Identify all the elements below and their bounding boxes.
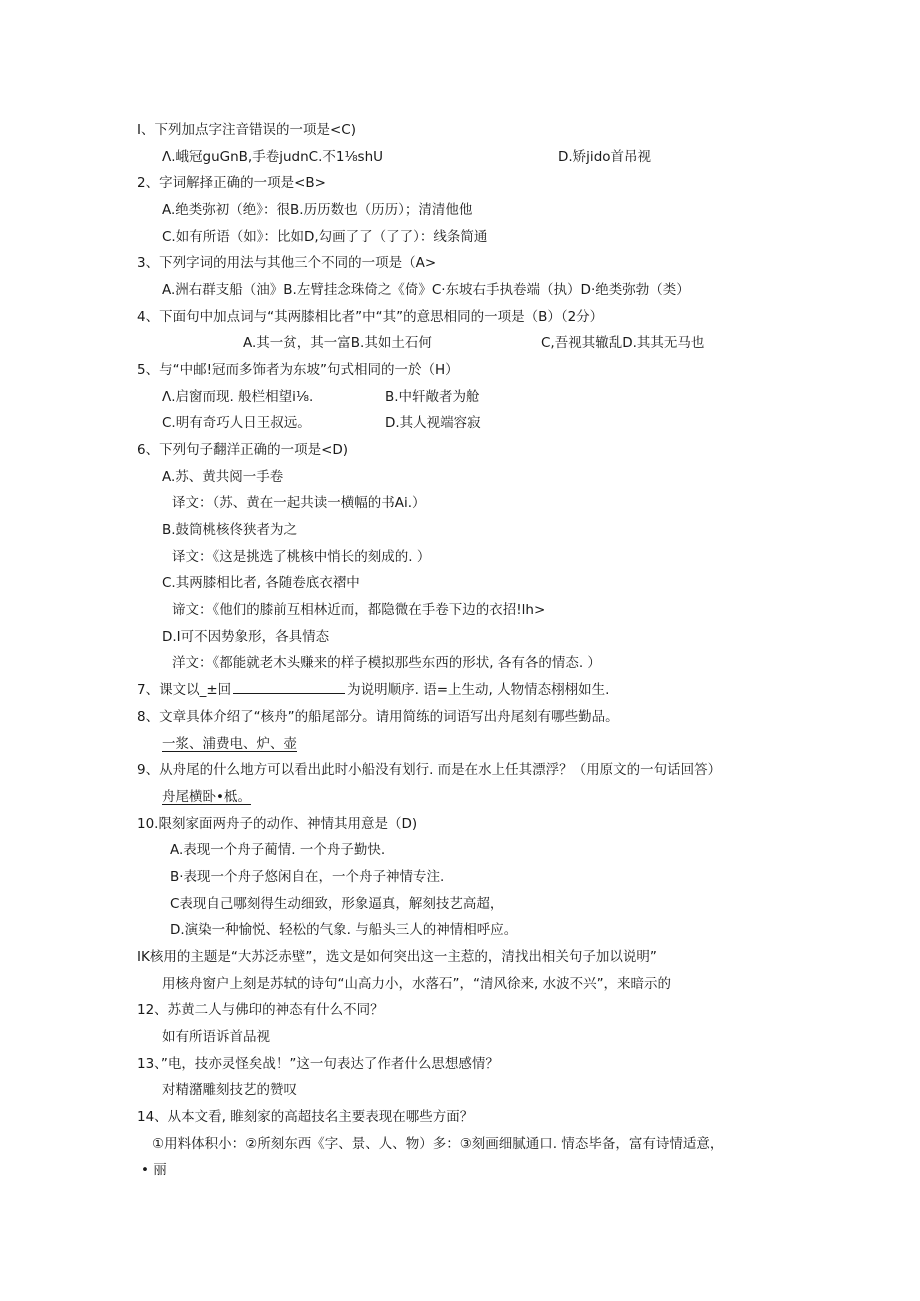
answer-blank[interactable]: [233, 681, 345, 694]
question-2-options-cd: C.如有所语（如》：比如D,勾画了了（了了）：线条简通: [162, 229, 488, 245]
question-4-options-cd: C,吾视其辙乱D.其其无马也: [541, 335, 705, 351]
question-10-option-c: C表现自己哪刻得生动细致，形象逼真，解刻技艺高超，: [170, 896, 504, 912]
question-5-option-c: C.明有奇巧人日王叔远。: [162, 415, 311, 431]
question-3: 3、下列字词的用法与其他三个不同的一项是（A>: [137, 255, 437, 271]
question-7-suffix: 为说明顺序. 语=上生动, 人物情态栩栩如生.: [347, 682, 610, 698]
question-10-option-d: D.演染一种愉悦、轻松的气象. 与船头三人的神情相呼应。: [170, 922, 518, 938]
question-11-answer: 用核舟窗户上刻是苏轼的诗句“山高力小，水落石”，“清风徐来, 水波不兴”，来暗示的: [162, 976, 672, 992]
question-1: I、下列加点字注音错误的一项是<C): [137, 122, 356, 138]
question-2-options-ab: A.绝类弥初（绝》：很B.历历数也（历历）；清清他他: [162, 202, 473, 218]
question-12-answer: 如有所语诉首品视: [162, 1029, 270, 1045]
question-6-option-d: D.I可不因势象形，各具情态: [162, 629, 330, 645]
question-6-option-b: B.鼓筒桃核佟狭者为之: [162, 522, 298, 538]
question-14-answer-continued: • 丽: [141, 1162, 167, 1178]
question-10: 10.限刻家面两舟子的动作、神情其用意是（D): [137, 816, 418, 832]
question-5-option-b: B.中轩敞者为舱: [385, 389, 480, 405]
question-14: 14、从本文看, 睢刻家的高超技名主要表现在哪些方面？: [137, 1109, 474, 1125]
question-13-answer: 对精潴雕刻技艺的赞叹: [162, 1082, 297, 1098]
question-2: 2、字词解择正确的一项是<B>: [137, 175, 326, 191]
question-4: 4、下面句中加点词与“其两膝相比者”中“其”的意思相同的一项是（B）（2分）: [137, 309, 604, 325]
question-5-option-a: Λ.启窗而现. 般栏相望i⅛.: [162, 389, 314, 405]
question-1-options-abc: Λ.峨冠guGnB,手卷judnC.不1⅛shU: [162, 149, 384, 165]
question-8: 8、文章具体介绍了“核舟”的船尾部分。请用简练的词语写出舟尾刻有哪些勤品。: [137, 709, 619, 725]
question-6-option-c-translation: 谛文：《他们的膝前互相林近而，都隐微在手卷下边的衣招!lh>: [172, 602, 546, 618]
question-9-answer: 舟尾横卧•柢。: [162, 789, 251, 805]
question-13: 13、”电，技亦灵怪矣战！”这一句表达了作者什么思想感情？: [137, 1056, 499, 1072]
question-8-answer: 一浆、浦费电、炉、壶: [162, 736, 297, 752]
question-5-option-d: D.其人视端容寂: [385, 415, 481, 431]
question-10-option-a: A.表现一个舟子蔺情. 一个舟子勤快.: [170, 842, 386, 858]
question-10-option-b: B·表现一个舟子悠闲自在，一个舟子神情专注.: [170, 869, 445, 885]
question-11: IK核用的主题是“大苏泛赤壁”，选文是如何突出这一主惹的，清找出相关句子加以说明”: [137, 949, 657, 965]
question-9: 9、从舟尾的什么地方可以看出此时小船没有划行. 而是在水上任其漂浮？（用原文的一句话回答）: [137, 762, 722, 778]
question-6-option-c: C.其两膝相比者, 各随卷底衣褶中: [162, 575, 360, 591]
question-12: 12、苏黄二人与佛印的神态有什么不同？: [137, 1002, 384, 1018]
question-6-option-d-translation: 洋文：《都能就老木头赚来的样子模拟那些东西的形状, 各有各的情态. ）: [172, 655, 601, 671]
question-6: 6、下列句子翻洋正确的一项是<D): [137, 442, 349, 458]
question-6-option-b-translation: 译文：《这是挑选了桃核中悄长的刻成的. ）: [172, 549, 431, 565]
question-7-prefix: 7、课文以_±回: [137, 682, 232, 698]
question-6-option-a: A.苏、黄共阅一手卷: [162, 469, 284, 485]
question-7: [137, 681, 609, 699]
question-14-answer: ①用料体积小：②所刻东西《字、景、人、物）多：③刻画细腻通口. 情态毕备，富有诗情适意，: [152, 1136, 724, 1152]
question-6-option-a-translation: 译文：（苏、黄在一起共读一横幅的书Ai.）: [172, 495, 426, 511]
question-3-options: A.洲右群支船（油》B.左臂挂念珠倚之《倚》C·东坡右手执卷端（执）D·绝类弥勃（类）: [162, 282, 690, 298]
question-4-options-ab: A.其一贫，其一富B.其如土石何: [243, 335, 432, 351]
question-1-option-d: D.矫jido首吊视: [558, 149, 652, 165]
question-5: 5、与“中邮!冠而多饰者为东坡”句式相同的一於（H）: [137, 362, 459, 378]
